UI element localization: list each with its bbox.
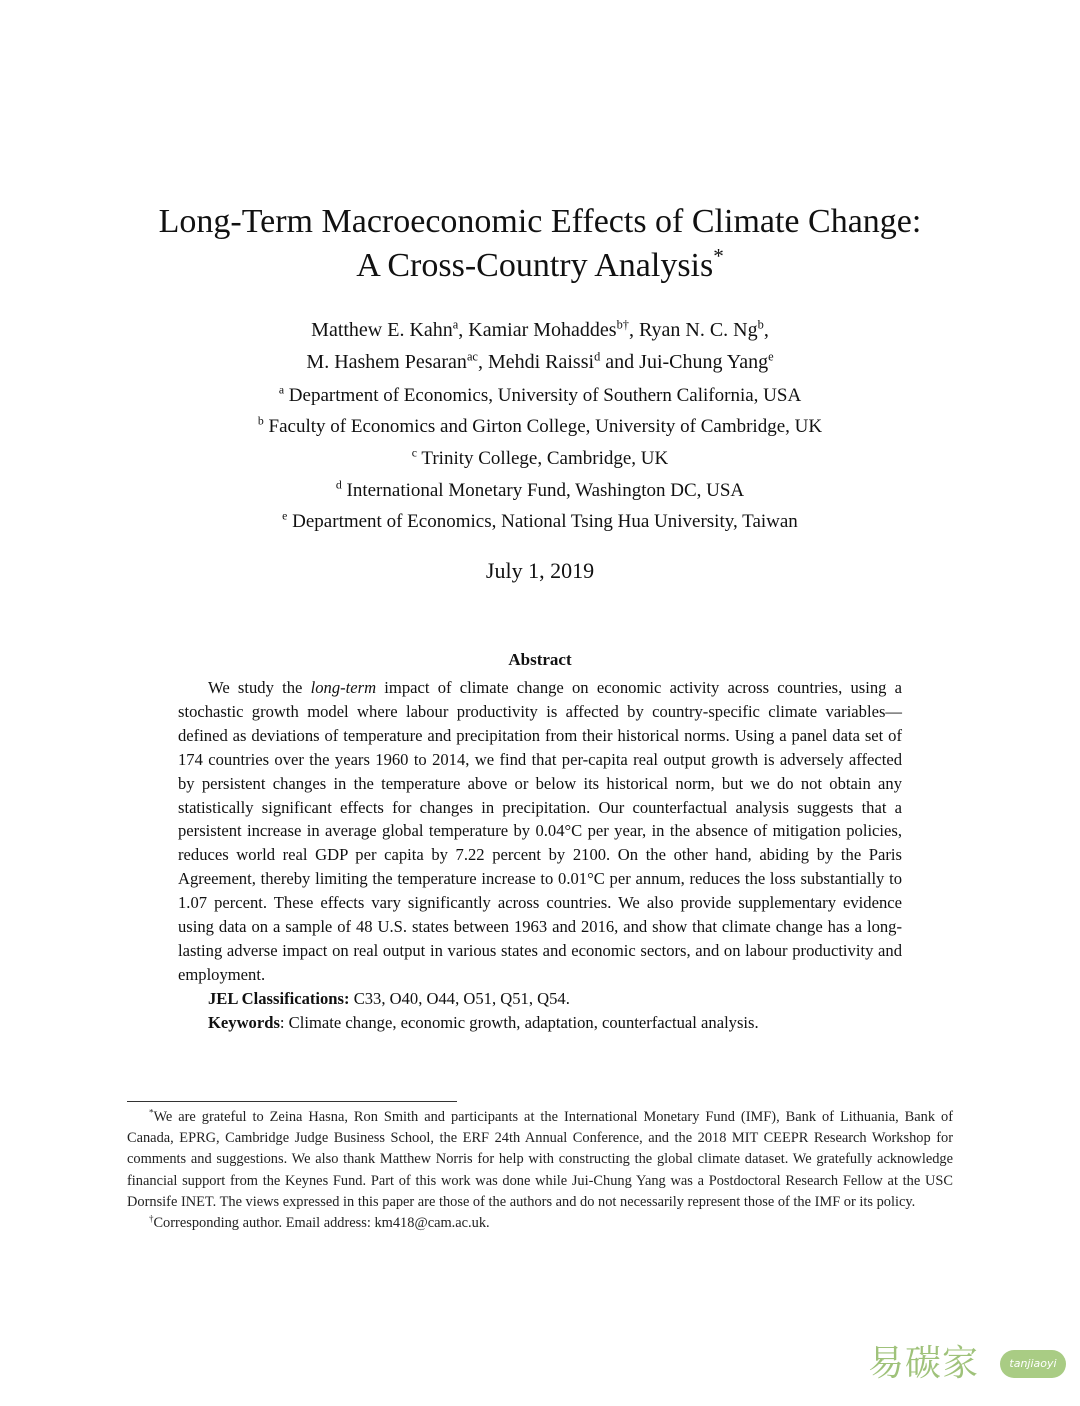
footnote — [127, 1213, 953, 1234]
affiliation-text: International Monetary Fund, Washington DC, USA — [346, 480, 745, 501]
keywords-value: : Climate change, economic growth, adaptation, counterfactual analysis. — [279, 1012, 759, 1032]
author-sup: ac — [466, 349, 478, 364]
author-and: and — [605, 351, 635, 373]
affiliation-text: Department of Economics, University of Southern California, USA — [288, 385, 802, 406]
affiliation — [60, 443, 1020, 474]
title-footnote-mark: * — [713, 243, 724, 268]
abstract-heading: Abstract — [508, 650, 572, 669]
affiliation-key: c — [411, 446, 417, 460]
footnote-text: Corresponding author. Email address: km418@cam.ac.uk. — [153, 1215, 490, 1232]
affiliation-text: Department of Economics, National Tsing Hua University, Taiwan — [292, 511, 798, 532]
author-name: Kamiar Mohaddes — [468, 319, 617, 341]
author-sup: a — [452, 317, 459, 332]
abstract-paragraph — [178, 676, 902, 987]
jel-line — [178, 987, 902, 1011]
author-sup: b — [757, 317, 764, 332]
footnote-mark: * — [149, 1107, 154, 1118]
footnote-text: We are grateful to Zeina Hasna, Ron Smith and participants at the International Monetary Fund (IMF), Bank of Lithuania, Bank of Canada, EPRG, Cambridge Judge Business School, the ERF 24th Annual Conference, and the 2018 MIT CEEPR Research Workshop for comments and suggestions. We also thank Matthew Norris for help with constructing the global climate dataset. We gratefully acknowledge financial support from the Keynes Fund. Part of this work was done while Jui-Chung Yang was a Postdoctoral Research Fellow at the USC Dornsife INET. The views expressed in this paper are those of the authors and do not necessarily represent those of the IMF or its policy. — [127, 1109, 953, 1210]
watermark-badge: tanjiaoyi .com — [1000, 1350, 1066, 1378]
jel-label: JEL Classifications: — [208, 988, 350, 1008]
footnote — [127, 1107, 953, 1213]
keywords-line — [178, 1011, 902, 1035]
title-line-1: Long-Term Macroeconomic Effects of Climate Change: — [158, 203, 922, 240]
jel-value: C33, O40, O44, O51, Q51, Q54. — [353, 988, 570, 1008]
affiliation-key: b — [257, 414, 264, 428]
author-name: Jui-Chung Yang — [639, 351, 769, 373]
affiliation — [60, 506, 1020, 537]
author-list — [60, 314, 1020, 378]
affiliation — [60, 380, 1020, 411]
affiliation-key: e — [282, 509, 288, 523]
title-line-2-text: A Cross-Country Analysis — [356, 247, 714, 284]
keywords-label: Keywords — [208, 1012, 280, 1032]
affiliation-key: d — [335, 478, 342, 492]
paper-date: July 1, 2019 — [485, 558, 595, 583]
author-line-2: M. Hashem Pesaran$^{ac}$, Mehdi Raissi$^d$ and Jui-Chung Yang$^e$ — [306, 349, 774, 373]
author-name: Matthew E. Kahn — [311, 319, 453, 341]
paper-title — [60, 200, 1020, 288]
abstract-text: impact of climate change on economic activity across countries, using a stochastic growth model where labour productivity is affected by country-specific climate variables—defined as deviations of temperature and precipitation from their historical norms. Using a panel data set of 174 countries over the years 1960 to 2014, we find that per-capita real output growth is adversely affected by persistent changes in the temperature above or below its historical norm, but we do not obtain any statistically significant effects for changes in precipitation. Our counterfactual analysis suggests that a persistent increase in average global temperature by 0.04°C per year, in the absence of mitigation policies, reduces world real GDP per capita by 7.22 percent by 2100. On the other hand, abiding by the Paris Agreement, thereby limiting the temperature increase to 0.01°C per annum, reduces the loss substantially to 1.07 percent. These effects vary significantly across countries. We also provide supplementary evidence using data on a sample of 48 U.S. states between 1963 and 2016, and show that climate change has a long-lasting adverse impact on real output in various states and economic sectors, and on labour productivity and employment. — [178, 678, 903, 984]
author-sup: b† — [616, 317, 629, 332]
footnotes — [127, 1107, 953, 1234]
affiliation-key: a — [278, 383, 285, 397]
affiliation — [60, 411, 1020, 442]
watermark-chinese-text: 易碳家 — [868, 1343, 980, 1384]
footnote-mark: † — [149, 1213, 154, 1224]
abstract-emphasis: long-term — [310, 678, 377, 697]
footnote-rule — [127, 1101, 457, 1102]
abstract-lead: We study the — [208, 678, 311, 697]
author-name: Mehdi Raissi — [487, 351, 595, 373]
affiliation-text: Trinity College, Cambridge, UK — [421, 448, 669, 469]
affiliation — [60, 475, 1020, 506]
author-name: M. Hashem Pesaran — [306, 351, 467, 373]
watermark-logo — [866, 1342, 1066, 1398]
affiliation-text: Faculty of Economics and Girton College, University of Cambridge, UK — [268, 416, 823, 437]
author-sup: e — [768, 349, 774, 364]
title-line-2 — [60, 244, 1020, 288]
author-name: Ryan N. C. Ng — [638, 319, 758, 341]
abstract-body — [178, 676, 902, 1035]
author-sup: d — [594, 349, 601, 364]
author-line-1: Matthew E. Kahn$^a$, Kamiar Mohaddes$^{b\dagger}$, Ryan N. C. Ng$^b$, — [311, 317, 769, 341]
